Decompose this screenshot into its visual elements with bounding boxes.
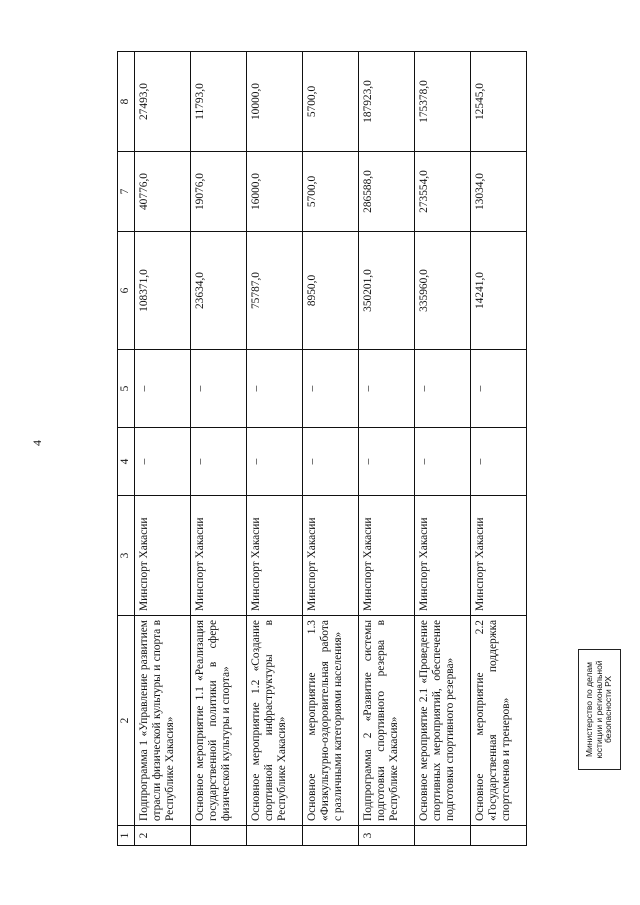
executor: Минспорт Хакасии bbox=[303, 496, 359, 616]
value-col-8: 10000,0 bbox=[247, 52, 303, 152]
value-col-7: 19076,0 bbox=[191, 152, 247, 232]
table-header-row bbox=[118, 52, 135, 846]
value-col-4: – bbox=[359, 428, 415, 496]
program-name: Подпрограмма 1 «Управление развитием отрасли физической культуры и спорта в Республике Хакасия» bbox=[135, 616, 191, 826]
header-col-4: 4 bbox=[118, 428, 135, 496]
row-number: 2 bbox=[135, 826, 191, 846]
header-col-5: 5 bbox=[118, 350, 135, 428]
header-col-8: 8 bbox=[118, 52, 135, 152]
executor: Минспорт Хакасии bbox=[415, 496, 471, 616]
value-col-7: 40776,0 bbox=[135, 152, 191, 232]
value-col-6: 23634,0 bbox=[191, 232, 247, 350]
value-col-4: – bbox=[247, 428, 303, 496]
row-number bbox=[247, 826, 303, 846]
value-col-4: – bbox=[303, 428, 359, 496]
executor: Минспорт Хакасии bbox=[135, 496, 191, 616]
value-col-5: – bbox=[471, 350, 527, 428]
value-col-6: 14241,0 bbox=[471, 232, 527, 350]
value-col-4: – bbox=[415, 428, 471, 496]
value-col-7: 286588,0 bbox=[359, 152, 415, 232]
value-col-8: 11793,0 bbox=[191, 52, 247, 152]
value-col-8: 175378,0 bbox=[415, 52, 471, 152]
value-col-6: 75787,0 bbox=[247, 232, 303, 350]
table-row bbox=[471, 52, 527, 846]
value-col-7: 273554,0 bbox=[415, 152, 471, 232]
value-col-8: 187923,0 bbox=[359, 52, 415, 152]
header-col-6: 6 bbox=[118, 232, 135, 350]
table-row bbox=[415, 52, 471, 846]
executor: Минспорт Хакасии bbox=[471, 496, 527, 616]
value-col-5: – bbox=[191, 350, 247, 428]
table-row bbox=[303, 52, 359, 846]
program-name: Основное мероприятие 2.2 «Государственная поддержка спортсменов и тренеров» bbox=[471, 616, 527, 826]
value-col-5: – bbox=[359, 350, 415, 428]
page-number: 4 bbox=[30, 440, 44, 446]
table-row bbox=[359, 52, 415, 846]
value-col-7: 16000,0 bbox=[247, 152, 303, 232]
value-col-5: – bbox=[415, 350, 471, 428]
value-col-4: – bbox=[191, 428, 247, 496]
value-col-5: – bbox=[247, 350, 303, 428]
value-col-6: 350201,0 bbox=[359, 232, 415, 350]
value-col-4: – bbox=[471, 428, 527, 496]
value-col-6: 8950,0 bbox=[303, 232, 359, 350]
row-number bbox=[191, 826, 247, 846]
program-name: Основное мероприятие 1.3 «Физкультурно-оздоровительная работа с различными категориями населения» bbox=[303, 616, 359, 826]
program-name: Основное мероприятие 2.1 «Проведение спортивных мероприятий, обеспечение подготовки спортивного резерва» bbox=[415, 616, 471, 826]
program-table bbox=[117, 51, 527, 846]
header-col-2: 2 bbox=[118, 616, 135, 826]
program-name: Основное мероприятие 1.1 «Реализация государственной политики в сфере физической культуры и спорта» bbox=[191, 616, 247, 826]
program-name: Основное мероприятие 1.2 «Создание спортивной инфраструктуры в Республике Хакасия» bbox=[247, 616, 303, 826]
value-col-7: 5700,0 bbox=[303, 152, 359, 232]
row-number bbox=[415, 826, 471, 846]
row-number bbox=[303, 826, 359, 846]
executor: Минспорт Хакасии bbox=[359, 496, 415, 616]
program-name: Подпрограмма 2 «Развитие системы подготовки спортивного резерва в Республике Хакасия» bbox=[359, 616, 415, 826]
row-number: 3 bbox=[359, 826, 415, 846]
header-col-3: 3 bbox=[118, 496, 135, 616]
value-col-7: 13034,0 bbox=[471, 152, 527, 232]
row-number bbox=[471, 826, 527, 846]
value-col-5: – bbox=[135, 350, 191, 428]
registration-stamp: Министерство по делам юстиции и региональной безопасности РХ bbox=[578, 649, 621, 770]
value-col-8: 5700,0 bbox=[303, 52, 359, 152]
value-col-8: 27493,0 bbox=[135, 52, 191, 152]
header-col-7: 7 bbox=[118, 152, 135, 232]
value-col-4: – bbox=[135, 428, 191, 496]
table-row bbox=[247, 52, 303, 846]
program-table-wrapper bbox=[117, 52, 527, 846]
table-row bbox=[135, 52, 191, 846]
executor: Минспорт Хакасии bbox=[247, 496, 303, 616]
value-col-8: 12545,0 bbox=[471, 52, 527, 152]
table-row bbox=[191, 52, 247, 846]
value-col-6: 335960,0 bbox=[415, 232, 471, 350]
value-col-6: 108371,0 bbox=[135, 232, 191, 350]
header-col-1: 1 bbox=[118, 826, 135, 846]
executor: Минспорт Хакасии bbox=[191, 496, 247, 616]
value-col-5: – bbox=[303, 350, 359, 428]
